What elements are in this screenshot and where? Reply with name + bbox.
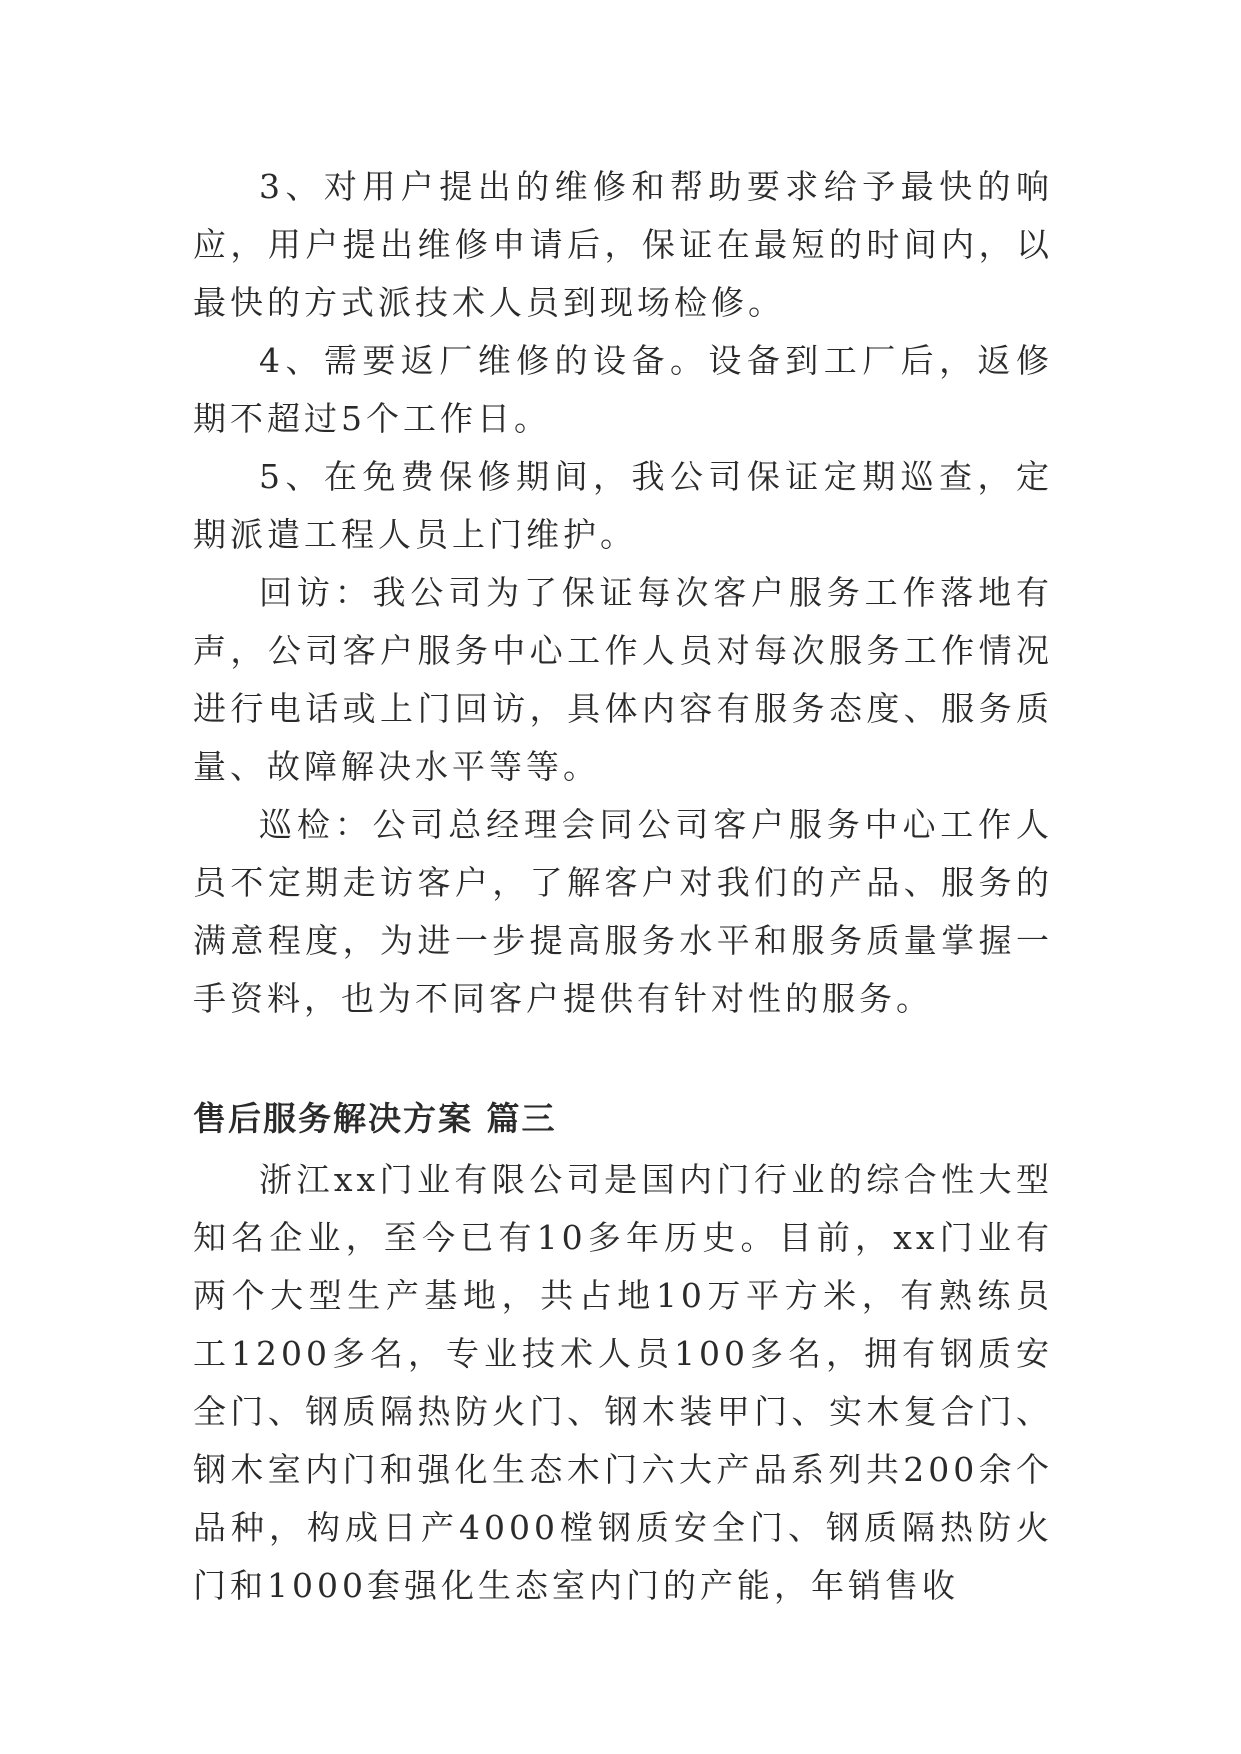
body-text-upper [193, 158, 1053, 1028]
body-text-lower [193, 1151, 1053, 1615]
paragraph-warranty-inspection: 5、在免费保修期间，我公司保证定期巡查，定期派遣工程人员上门维护。 [193, 457, 1053, 554]
paragraph-repair-response: 3、对用户提出的维修和帮助要求给予最快的响应，用户提出维修申请后，保证在最短的时间内，以最快的方式派技术人员到现场检修。 [193, 167, 1053, 322]
paragraph-factory-return: 4、需要返厂维修的设备。设备到工厂后，返修期不超过5个工作日。 [193, 341, 1053, 438]
paragraph-company-intro: 浙江xx门业有限公司是国内门行业的综合性大型知名企业，至今已有10多年历史。目前，xx门业有两个大型生产基地，共占地10万平方米，有熟练员工1200多名，专业技术人员100多名，拥有钢质安全门、钢质隔热防火门、钢木装甲门、实木复合门、钢木室内门和强化生态木门六大产品系列共200余个品种，构成日产4000樘钢质安全门、钢质隔热防火门和1000套强化生态室内门的产能，年销售收 [193, 1160, 1053, 1605]
section-heading: 售后服务解决方案 篇三 [193, 1099, 557, 1138]
paragraph-return-visit: 回访：我公司为了保证每次客户服务工作落地有声，公司客户服务中心工作人员对每次服务工作情况进行电话或上门回访，具体内容有服务态度、服务质量、故障解决水平等等。 [193, 573, 1053, 786]
paragraph-patrol-inspection: 巡检：公司总经理会同公司客户服务中心工作人员不定期走访客户，了解客户对我们的产品、服务的满意程度，为进一步提高服务水平和服务质量掌握一手资料，也为不同客户提供有针对性的服务。 [193, 805, 1053, 1018]
